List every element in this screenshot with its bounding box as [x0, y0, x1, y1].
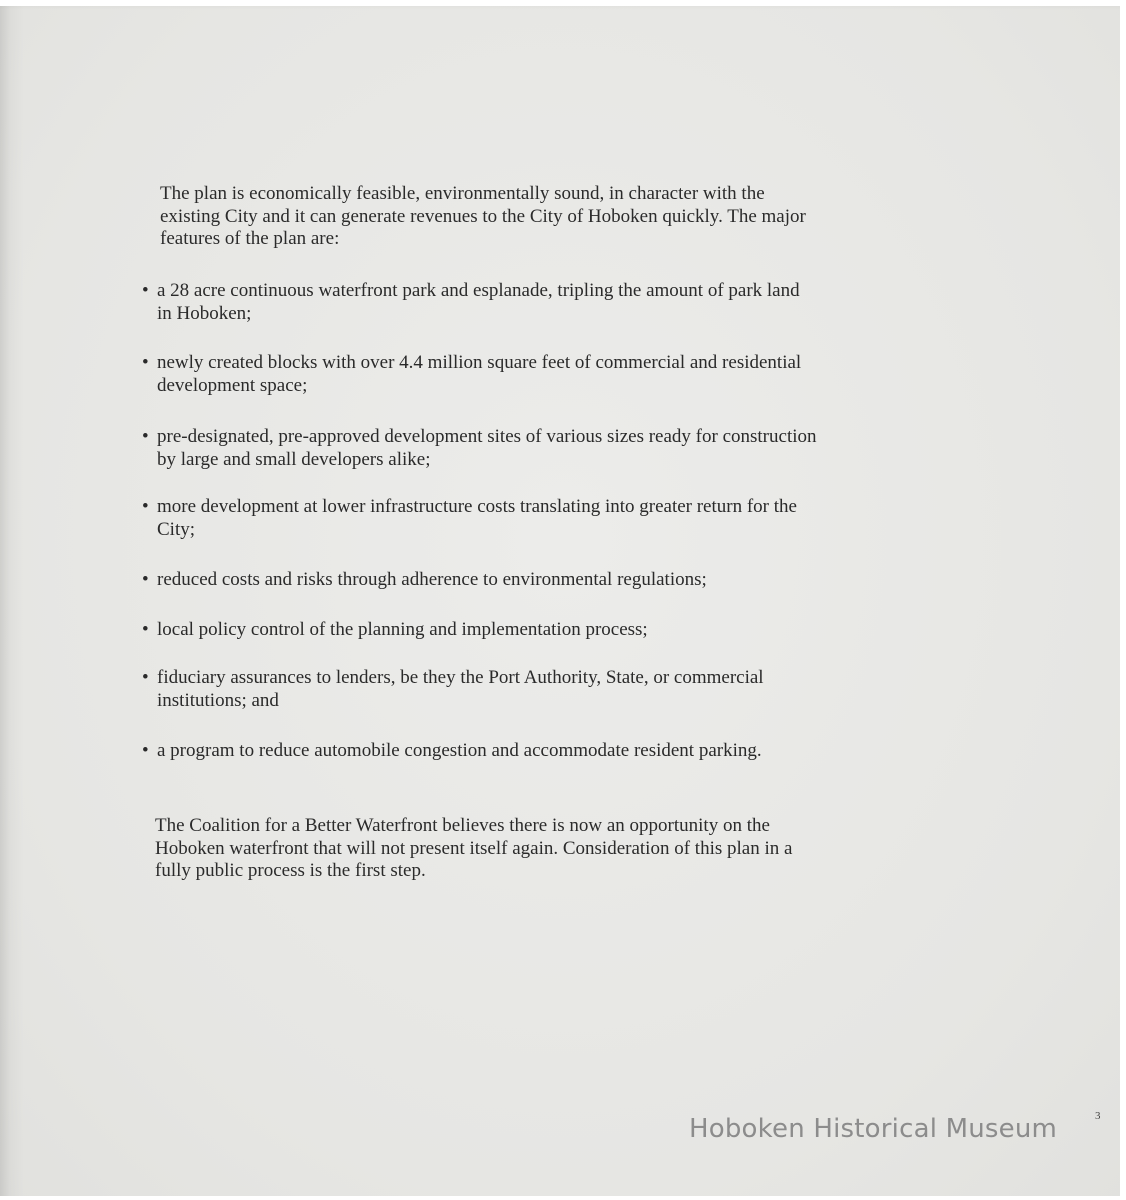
bullet-marker: •	[142, 496, 149, 517]
bullet-marker: •	[142, 280, 149, 301]
bullet-marker: •	[142, 569, 149, 590]
feature-text: newly created blocks with over 4.4 million square feet of commercial and residential development space;	[157, 352, 802, 396]
feature-text: more development at lower infrastructure costs translating into greater return for the City;	[157, 496, 797, 540]
page-top-edge	[0, 0, 1126, 6]
feature-text: local policy control of the planning and implementation process;	[157, 619, 648, 640]
feature-text: reduced costs and risks through adherence to environmental regulations;	[157, 569, 707, 590]
bullet-marker: •	[142, 619, 149, 640]
page-number: 3	[1095, 1110, 1101, 1122]
bullet-marker: •	[142, 352, 149, 373]
bullet-marker: •	[142, 426, 149, 447]
bullet-marker: •	[142, 740, 149, 761]
page-bottom-edge	[0, 1196, 1126, 1200]
intro-paragraph: The plan is economically feasible, environmentally sound, in character with the existing City and it can generate revenues to the City of Hoboken quickly. The major features of the plan are:	[160, 183, 806, 249]
museum-watermark: Hoboken Historical Museum	[689, 1114, 1058, 1144]
feature-text: pre-designated, pre-approved development sites of various sizes ready for construction by large and small developers alike;	[157, 426, 817, 470]
closing-paragraph: The Coalition for a Better Waterfront believes there is now an opportunity on the Hoboken waterfront that will not present itself again. Consideration of this plan in a fully public process is the first step.	[155, 815, 793, 881]
feature-text: fiduciary assurances to lenders, be they the Port Authority, State, or commercial institutions; and	[157, 667, 764, 711]
feature-text: a program to reduce automobile congestion and accommodate resident parking.	[157, 740, 762, 761]
page-right-edge	[1120, 0, 1126, 1200]
bullet-marker: •	[142, 667, 149, 688]
feature-text: a 28 acre continuous waterfront park and esplanade, tripling the amount of park land in Hoboken;	[157, 280, 800, 324]
